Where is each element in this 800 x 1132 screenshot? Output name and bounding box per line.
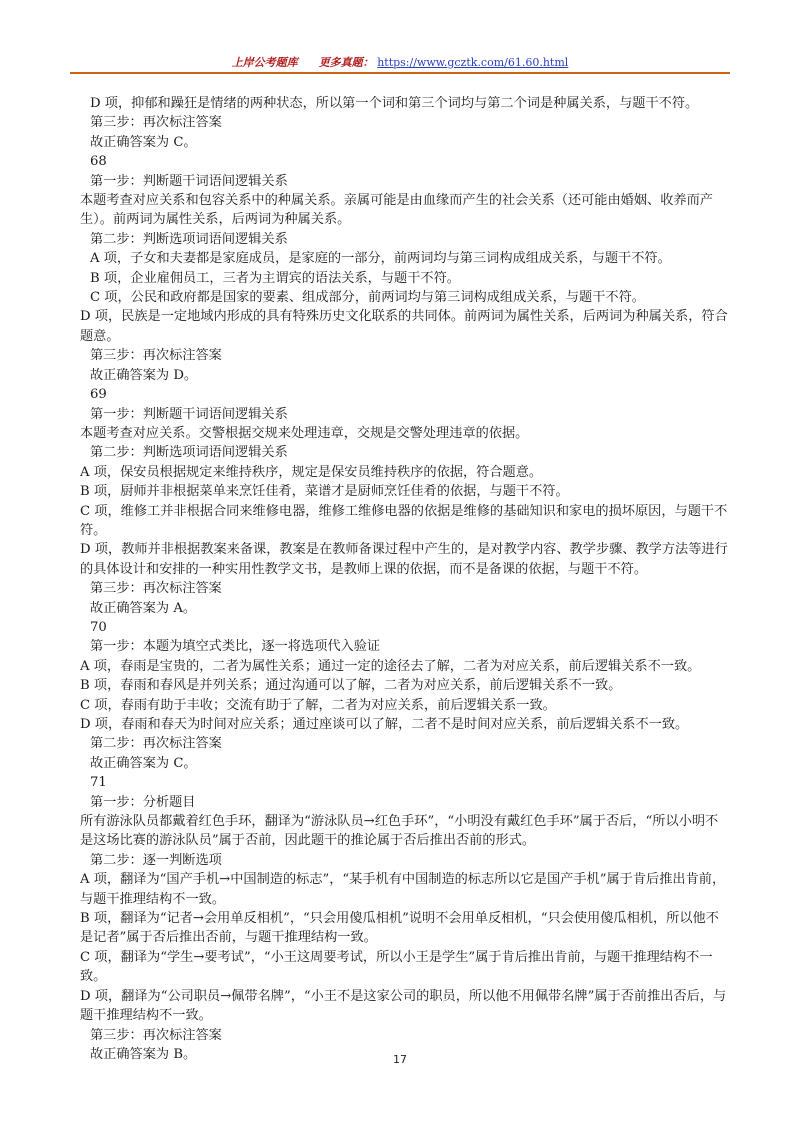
- text-line: B 项，春雨和春风是并列关系；通过沟通可以了解，二者为对应关系，前后逻辑关系不一致。: [80, 678, 622, 694]
- text-line: 第一步：判断题干词语间逻辑关系: [90, 406, 288, 422]
- text-line: 第二步：判断选项词语间逻辑关系: [90, 445, 288, 461]
- text-line: 故正确答案为 C。: [90, 755, 197, 771]
- text-line: 故正确答案为 C。: [90, 134, 197, 150]
- text-line: C 项，公民和政府都是国家的要素、组成部分，前两词均与第三词构成组成关系，与题干不符。: [90, 290, 645, 306]
- text-line: D 项，春雨和春天为时间对应关系；通过座谈可以了解，二者不是时间对应关系，前后逻辑关系不一致。: [80, 717, 689, 732]
- text-line: D 项，翻译为“公司职员→佩带名牌”，“小王不是这家公司的职员，所以他不用佩带名牌”属于否前推出否后，与题干推理结构不一致。: [80, 988, 727, 1024]
- text-line: B 项，翻译为“记者→会用单反相机”，“只会用傻瓜相机”说明不会用单反相机，“只会使用傻瓜相机，所以他不是记者”属于否后推出否前，与题干推理结构一致。: [80, 911, 719, 946]
- question-number: 70: [90, 619, 107, 635]
- text-line: A 项，保安员根据规定来维持秩序，规定是保安员维持秩序的依据，符合题意。: [80, 464, 543, 480]
- text-line: 第二步：逐一判断选项: [90, 852, 222, 868]
- text-line: 所有游泳队员都戴着红色手环，翻译为“游泳队员→红色手环”，“小明没有戴红色手环”属于否后，“所以小明不是这场比赛的游泳队员”属于否前，因此题干的推论属于否后推出否前的形式。: [80, 814, 719, 849]
- text-line: 第一步：判断题干词语间逻辑关系: [90, 173, 288, 189]
- text-line: 本题考查对应关系。交警根据交规来处理违章，交规是交警处理违章的依据。: [80, 425, 529, 441]
- question-number: 68: [90, 154, 107, 170]
- text-line: C 项，翻译为“学生→要考试”，“小王这周要考试，所以小王是学生”属于肯后推出肯前，与题干推理结构不一致。: [80, 949, 713, 985]
- text-line: 第三步：再次标注答案: [90, 348, 222, 364]
- text-line: 本题考查对应关系和包容关系中的种属关系。亲属可能是由血缘而产生的社会关系（还可能由婚姻、收养而产生）。前两词为属性关系，后两词为种属关系。: [80, 193, 713, 228]
- text-line: 第一步：本题为填空式类比，逐一将选项代入验证: [90, 639, 381, 655]
- text-line: A 项，翻译为“国产手机→中国制造的标志”，“某手机有中国制造的标志所以它是国产手机”属于肯后推出肯前，与题干推理结构不一致。: [80, 872, 726, 907]
- document-body: [80, 94, 730, 1064]
- question-number: 69: [90, 387, 107, 403]
- text-line: D 项，教师并非根据教案来备课，教案是在教师备课过程中产生的，是对教学内容、教学步骤、教学方法等进行的具体设计和安排的一种实用性教学文书，是教师上课的依据，而不是备课的依据，与题干不符。: [80, 542, 728, 577]
- page-number: 17: [393, 1053, 407, 1066]
- text-line: 第一步：分析题目: [90, 794, 196, 810]
- header-label: 更多真题：: [318, 56, 374, 69]
- text-line: A 项，春雨是宝贵的，二者为属性关系；通过一定的途径去了解，二者为对应关系，前后逻辑关系不一致。: [80, 658, 701, 674]
- text-line: D 项，民族是一定地域内形成的具有特殊历史文化联系的共同体。前两词为属性关系，后两词为种属关系，符合题意。: [80, 309, 728, 344]
- text-line: A 项，子女和夫妻都是家庭成员，是家庭的一部分，前两词均与第三词构成组成关系，与题干不符。: [90, 251, 671, 267]
- text-line: 第三步：再次标注答案: [90, 115, 222, 131]
- text-line: 第三步：再次标注答案: [90, 581, 222, 597]
- text-line: 第二步：判断选项词语间逻辑关系: [90, 231, 288, 247]
- header-brand: 上岸公考题库: [231, 56, 298, 69]
- text-line: B 项，企业雇佣员工，三者为主谓宾的语法关系，与题干不符。: [90, 270, 460, 286]
- header-divider: [70, 72, 730, 74]
- text-line: 故正确答案为 B。: [90, 1046, 197, 1062]
- text-line: 第三步：再次标注答案: [90, 1027, 222, 1043]
- text-line: D 项，抑郁和躁狂是情绪的两种状态，所以第一个词和第三个词均与第二个词是种属关系，与题干不符。: [90, 96, 699, 111]
- question-number: 71: [90, 775, 107, 791]
- text-line: 故正确答案为 D。: [90, 367, 198, 383]
- text-line: 故正确答案为 A。: [90, 600, 197, 616]
- header-link[interactable]: https://www.gcztk.com/61.60.html: [377, 56, 569, 69]
- page-header: [70, 56, 730, 70]
- text-line: B 项，厨师并非根据菜单来烹饪佳肴，菜谱才是厨师烹饪佳肴的依据，与题干不符。: [80, 484, 569, 500]
- text-line: C 项，维修工并非根据合同来维修电器，维修工维修电器的依据是维修的基础知识和家电的损坏原因，与题干不符。: [80, 503, 728, 538]
- text-line: C 项，春雨有助于丰收；交流有助于了解，二者为对应关系，前后逻辑关系一致。: [80, 697, 556, 713]
- text-line: 第二步：再次标注答案: [90, 736, 222, 752]
